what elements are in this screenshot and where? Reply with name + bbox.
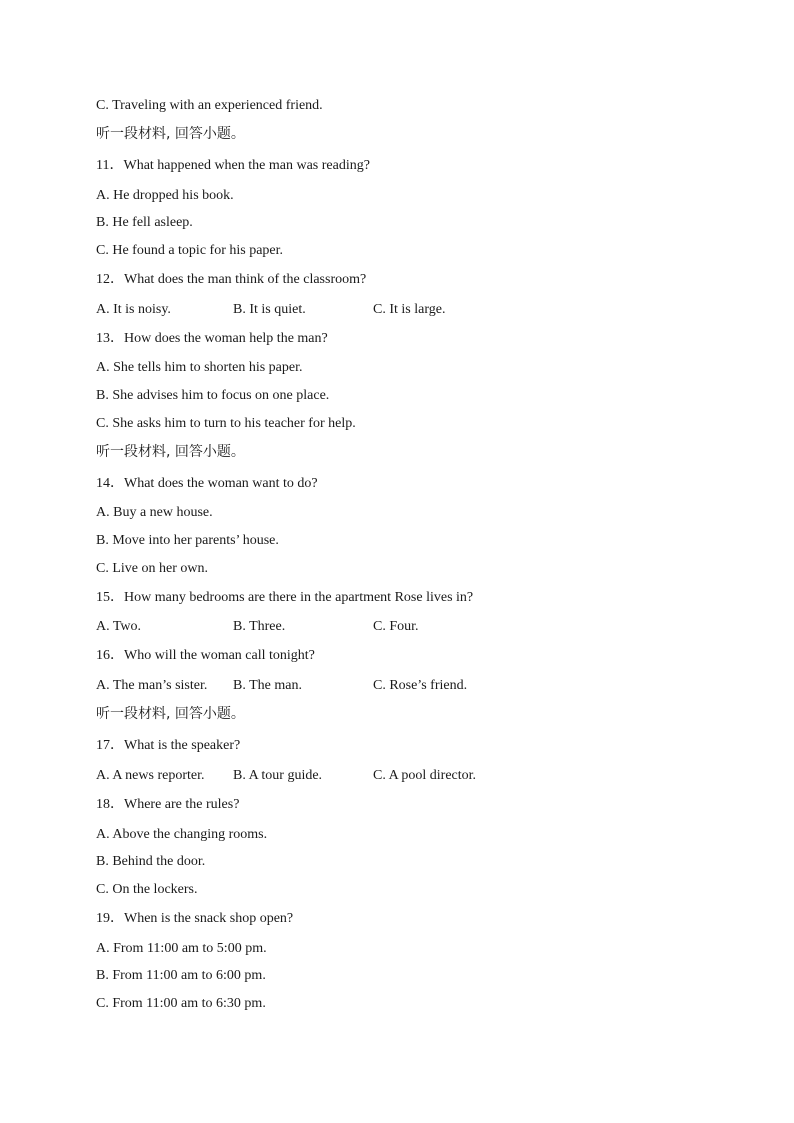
- question-16-options: [96, 677, 696, 695]
- question-18: 18．Where are the rules?: [96, 797, 240, 812]
- question-16: 16．Who will the woman call tonight?: [96, 648, 315, 663]
- option-text: C. Four.: [373, 619, 419, 634]
- option-text: A. He dropped his book.: [96, 188, 234, 203]
- option-text: C. He found a topic for his paper.: [96, 243, 284, 258]
- question-12: 12．What does the man think of the classroom?: [96, 272, 367, 287]
- option-text: B. Move into her parents’ house.: [96, 533, 279, 548]
- question-15: 15．How many bedrooms are there in the apartment Rose lives in?: [96, 590, 474, 605]
- option-text: C. Rose’s friend.: [373, 678, 468, 693]
- section-instruction: 听一段材料, 回答小题。: [96, 444, 245, 460]
- option-text: C. From 11:00 am to 6:30 pm.: [96, 996, 266, 1011]
- option-text: A. The man’s sister.: [96, 678, 208, 693]
- section-instruction: 听一段材料, 回答小题。: [96, 126, 245, 142]
- option-text: A. She tells him to shorten his paper.: [96, 360, 303, 375]
- option-text: C. Traveling with an experienced friend.: [96, 98, 323, 113]
- option-text: C. A pool director.: [373, 768, 477, 783]
- option-text: B. Three.: [233, 619, 286, 634]
- option-text: B. He fell asleep.: [96, 215, 193, 230]
- option-text: B. She advises him to focus on one place.: [96, 388, 330, 403]
- question-11: 11．What happened when the man was reading?: [96, 158, 370, 173]
- question-19: 19．When is the snack shop open?: [96, 911, 294, 926]
- question-14: 14．What does the woman want to do?: [96, 476, 318, 491]
- option-text: C. It is large.: [373, 302, 446, 317]
- option-text: A. A news reporter.: [96, 768, 205, 783]
- question-17-options: [96, 767, 696, 785]
- question-15-options: [96, 618, 696, 636]
- option-text: A. From 11:00 am to 5:00 pm.: [96, 941, 267, 956]
- section-instruction: 听一段材料, 回答小题。: [96, 706, 245, 722]
- option-text: B. A tour guide.: [233, 768, 323, 783]
- option-text: A. Two.: [96, 619, 142, 634]
- option-text: C. On the lockers.: [96, 882, 198, 897]
- option-text: A. Buy a new house.: [96, 505, 213, 520]
- question-12-options: [96, 301, 696, 319]
- option-text: A. Above the changing rooms.: [96, 827, 268, 842]
- option-text: C. She asks him to turn to his teacher for help.: [96, 416, 356, 431]
- option-text: A. It is noisy.: [96, 302, 171, 317]
- question-13: 13．How does the woman help the man?: [96, 331, 328, 346]
- option-text: B. From 11:00 am to 6:00 pm.: [96, 968, 266, 983]
- option-text: C. Live on her own.: [96, 561, 208, 576]
- option-text: B. The man.: [233, 678, 302, 693]
- question-17: 17．What is the speaker?: [96, 738, 241, 753]
- option-text: B. Behind the door.: [96, 854, 206, 869]
- option-text: B. It is quiet.: [233, 302, 306, 317]
